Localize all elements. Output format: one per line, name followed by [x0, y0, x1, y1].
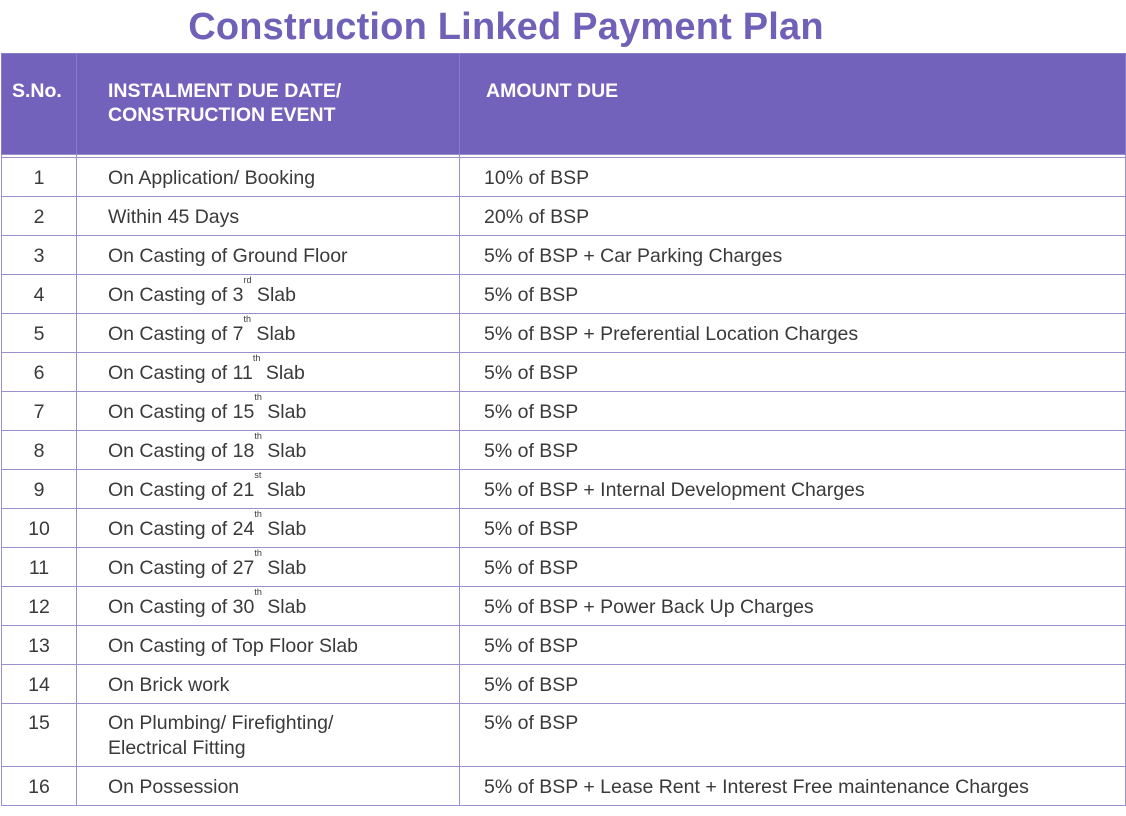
- row-sno-cell: [2, 314, 77, 353]
- row-event-cell: [77, 470, 460, 509]
- table-row: [2, 470, 1126, 509]
- row-amount: 5% of BSP + Preferential Location Charges: [484, 323, 859, 345]
- row-event-ordinal-suffix: th: [252, 353, 261, 363]
- row-event: On Casting of 15: [108, 401, 255, 423]
- row-amount: 5% of BSP: [484, 362, 579, 384]
- row-amount-cell: [460, 548, 1126, 587]
- row-amount: 10% of BSP: [484, 167, 590, 189]
- row-event-cell: [77, 158, 460, 197]
- row-amount-cell: [460, 626, 1126, 665]
- row-event-cell: [77, 587, 460, 626]
- row-event: On Casting of 18: [108, 440, 255, 462]
- row-event-suffix: Slab: [261, 479, 306, 501]
- row-sno: 1: [33, 167, 45, 189]
- table-row: [2, 158, 1126, 197]
- page-title: Construction Linked Payment Plan: [188, 6, 824, 48]
- row-sno-cell: [2, 704, 77, 767]
- row-amount-cell: [460, 767, 1126, 806]
- row-event-line2: Electrical Fitting: [108, 737, 246, 759]
- row-event-cell: [77, 509, 460, 548]
- column-header-amount: AMOUNT DUE: [460, 54, 1126, 155]
- row-event: On Possession: [108, 776, 240, 798]
- row-event: On Application/ Booking: [108, 167, 316, 189]
- table-row: [2, 197, 1126, 236]
- row-sno: 12: [28, 596, 50, 618]
- row-event-suffix: Slab: [261, 440, 307, 462]
- row-amount: 5% of BSP + Internal Development Charges: [484, 479, 865, 501]
- row-amount-cell: [460, 470, 1126, 509]
- row-event-ordinal-suffix: st: [254, 470, 262, 480]
- row-sno: 11: [28, 557, 50, 579]
- row-sno: 7: [33, 401, 45, 423]
- row-event-suffix: Slab: [261, 557, 307, 579]
- row-event-suffix: Slab: [260, 362, 305, 384]
- row-event-ordinal-suffix: th: [254, 431, 262, 441]
- row-event-ordinal-suffix: th: [254, 509, 262, 519]
- row-amount-cell: [460, 431, 1126, 470]
- row-sno-cell: [2, 197, 77, 236]
- column-header-event-line2: CONSTRUCTION EVENT: [108, 104, 336, 126]
- row-sno-cell: [2, 158, 77, 197]
- row-amount-cell: [460, 314, 1126, 353]
- row-sno-cell: [2, 587, 77, 626]
- row-amount: 5% of BSP: [484, 712, 579, 734]
- row-event: On Casting of 27: [108, 557, 255, 579]
- row-event-cell: [77, 665, 460, 704]
- row-event-cell: [77, 353, 460, 392]
- column-header-sno: S.No.: [2, 54, 77, 155]
- row-event-ordinal-suffix: th: [254, 548, 262, 558]
- row-event-ordinal-suffix: th: [254, 587, 262, 597]
- row-event-suffix: Slab: [261, 518, 307, 540]
- table-row: [2, 509, 1126, 548]
- table-row: [2, 626, 1126, 665]
- table-row: [2, 236, 1126, 275]
- row-amount-cell: [460, 587, 1126, 626]
- row-event: On Casting of 21: [108, 479, 255, 501]
- row-event: On Casting of Top Floor Slab: [108, 635, 359, 657]
- row-event: On Casting of 7: [108, 323, 244, 345]
- row-event: On Casting of 11: [108, 362, 253, 384]
- row-amount-cell: [460, 509, 1126, 548]
- row-sno-cell: [2, 665, 77, 704]
- table-row: [2, 353, 1126, 392]
- row-amount: 5% of BSP: [484, 635, 579, 657]
- table-row: [2, 548, 1126, 587]
- row-amount: 5% of BSP: [484, 557, 579, 579]
- row-sno-cell: [2, 509, 77, 548]
- table-row: [2, 314, 1126, 353]
- row-sno: 15: [28, 712, 50, 734]
- row-event-ordinal-suffix: th: [243, 314, 252, 324]
- table-row: [2, 704, 1126, 767]
- row-event-suffix: Slab: [251, 284, 296, 306]
- row-sno: 8: [33, 440, 45, 462]
- row-sno-cell: [2, 353, 77, 392]
- row-amount: 5% of BSP: [484, 674, 579, 696]
- row-event: On Casting of Ground Floor: [108, 245, 348, 267]
- row-amount-cell: [460, 275, 1126, 314]
- row-sno: 9: [33, 479, 45, 501]
- row-event-suffix: Slab: [261, 596, 307, 618]
- row-event-cell: [77, 275, 460, 314]
- row-sno-cell: [2, 548, 77, 587]
- row-sno: 5: [33, 323, 45, 345]
- row-event: On Plumbing/ Firefighting/: [108, 712, 334, 734]
- table-header-row: [2, 54, 1126, 155]
- row-amount: 20% of BSP: [484, 206, 590, 228]
- table-row: [2, 587, 1126, 626]
- row-event: On Casting of 24: [108, 518, 255, 540]
- row-amount-cell: [460, 236, 1126, 275]
- row-sno: 14: [28, 674, 50, 696]
- row-sno: 10: [28, 518, 50, 540]
- row-sno-cell: [2, 470, 77, 509]
- row-sno-cell: [2, 431, 77, 470]
- row-sno: 6: [33, 362, 45, 384]
- row-event: On Brick work: [108, 674, 230, 696]
- table-row: [2, 275, 1126, 314]
- row-sno: 16: [28, 776, 50, 798]
- row-event-ordinal-suffix: rd: [243, 275, 252, 285]
- row-amount-cell: [460, 197, 1126, 236]
- table-row: [2, 431, 1126, 470]
- row-amount-cell: [460, 158, 1126, 197]
- row-amount: 5% of BSP: [484, 401, 579, 423]
- row-sno-cell: [2, 392, 77, 431]
- table-row: [2, 665, 1126, 704]
- row-amount-cell: [460, 704, 1126, 767]
- row-sno: 13: [28, 635, 50, 657]
- row-amount: 5% of BSP: [484, 284, 579, 306]
- row-event-suffix: Slab: [251, 323, 296, 345]
- row-amount: 5% of BSP + Power Back Up Charges: [484, 596, 814, 618]
- row-event-cell: [77, 431, 460, 470]
- row-event: On Casting of 3: [108, 284, 244, 306]
- column-header-event-line1: INSTALMENT DUE DATE/: [108, 80, 342, 102]
- row-event-suffix: Slab: [261, 401, 307, 423]
- row-sno-cell: [2, 275, 77, 314]
- row-event-cell: [77, 548, 460, 587]
- column-header-event: [77, 54, 460, 155]
- row-sno-cell: [2, 236, 77, 275]
- row-event: Within 45 Days: [108, 206, 240, 228]
- row-event-cell: [77, 626, 460, 665]
- payment-plan-table: [1, 53, 1126, 806]
- table-row: [2, 767, 1126, 806]
- row-sno-cell: [2, 767, 77, 806]
- row-event-cell: [77, 392, 460, 431]
- row-event-cell: [77, 767, 460, 806]
- row-amount: 5% of BSP + Lease Rent + Interest Free maintenance Charges: [484, 776, 1029, 798]
- row-sno: 2: [33, 206, 45, 228]
- row-sno: 3: [33, 245, 45, 267]
- row-sno-cell: [2, 626, 77, 665]
- row-event-cell: [77, 314, 460, 353]
- row-amount-cell: [460, 392, 1126, 431]
- table-row: [2, 392, 1126, 431]
- row-event-cell: [77, 236, 460, 275]
- row-event-cell: [77, 704, 460, 767]
- row-amount: 5% of BSP: [484, 440, 579, 462]
- row-event: On Casting of 30: [108, 596, 255, 618]
- row-event-cell: [77, 197, 460, 236]
- row-amount: 5% of BSP: [484, 518, 579, 540]
- row-amount-cell: [460, 665, 1126, 704]
- row-amount-cell: [460, 353, 1126, 392]
- row-event-ordinal-suffix: th: [254, 392, 262, 402]
- row-amount: 5% of BSP + Car Parking Charges: [484, 245, 783, 267]
- row-sno: 4: [33, 284, 45, 306]
